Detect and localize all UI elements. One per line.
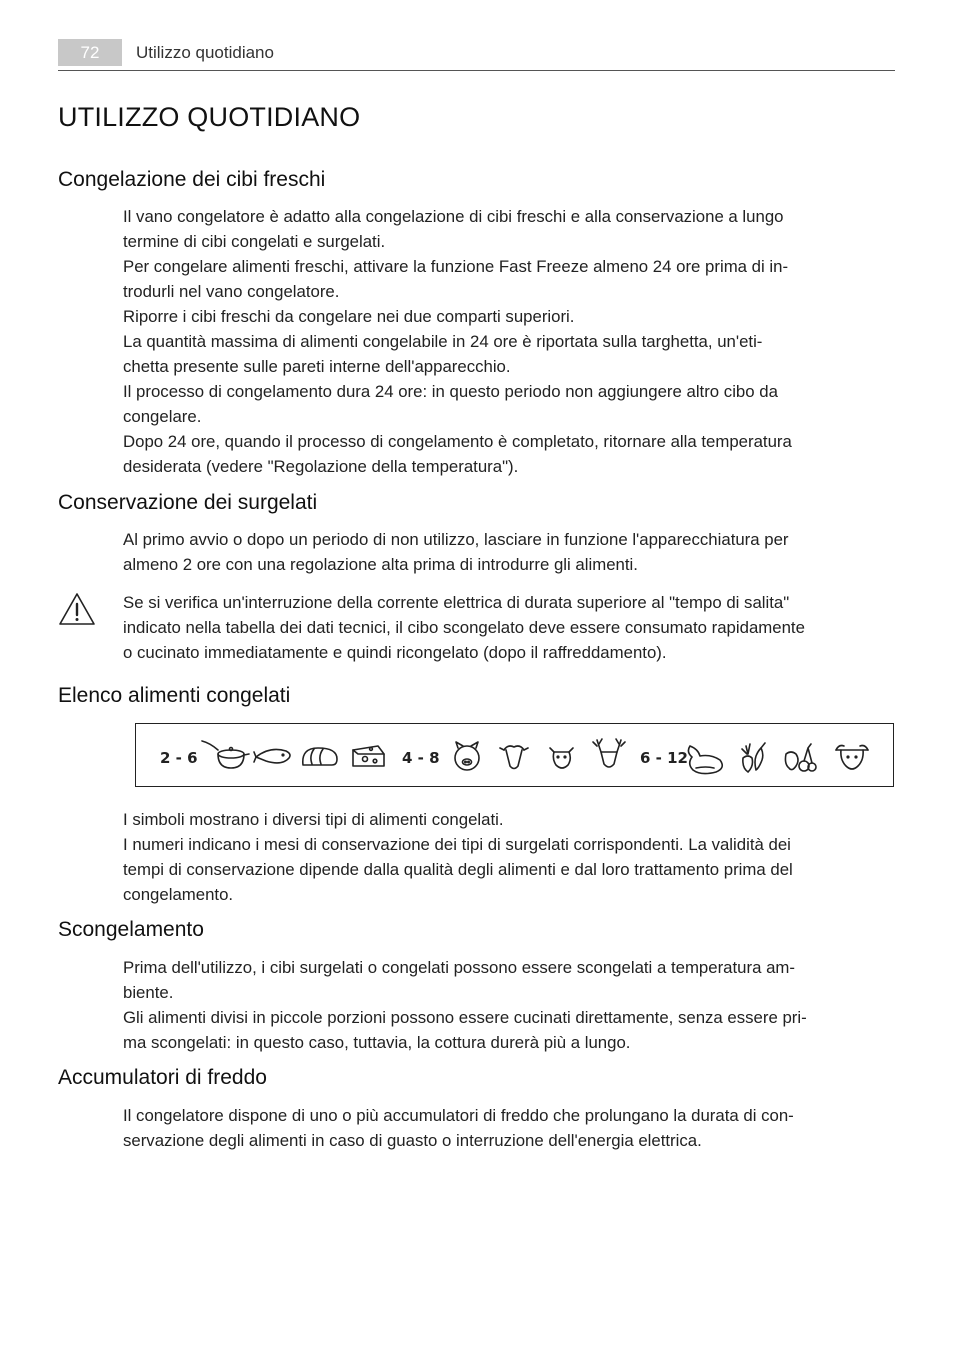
header-divider [58,70,895,71]
page-header [58,39,895,71]
text-line: I simboli mostrano i diversi tipi di alimenti congelati. [123,810,504,829]
text-line: o cucinato immediatamente e quindi ricongelato (dopo il raffreddamento). [123,643,667,662]
section-body-elenco [123,807,898,907]
poultry-icon [688,746,722,774]
beef-icon [836,746,868,770]
text-line: biente. [123,983,174,1002]
section-heading-elenco: Elenco alimenti congelati [58,684,291,707]
text-line: almeno 2 ore con una regolazione alta prima di introdurre gli alimenti. [123,555,638,574]
text-line: servazione degli alimenti in caso di guasto o interruzione dell'energia elettrica. [123,1131,702,1150]
storage-months-label: 4 - 8 [402,749,440,767]
section-heading-scongelamento: Scongelamento [58,918,204,941]
text-line: termine di cibi congelati e surgelati. [123,232,386,251]
text-line: I numeri indicano i mesi di conservazione dei tipi di surgelati corrispondenti. La validità dei [123,835,791,854]
section-body-conservazione [123,527,898,577]
text-line: tempi di conservazione dipende dalla qualità degli alimenti e dal loro trattamento prima del [123,860,793,879]
text-line: congelare. [123,407,202,426]
soup-pot-icon [202,741,249,768]
section-body-accumulatori [123,1103,898,1153]
text-line: chetta presente sulle pareti interne dell'apparecchio. [123,357,511,376]
deer-icon [593,739,625,767]
section-body-congelazione [123,204,898,479]
text-line: Il vano congelatore è adatto alla congelazione di cibi freschi e alla conservazione a lungo [123,207,784,226]
bread-icon [303,748,337,765]
text-line: Al primo avvio o dopo un periodo di non utilizzo, lasciare in funzione l'apparecchiatura per [123,530,789,549]
text-line: Se si verifica un'interruzione della corrente elettrica di durata superiore al "tempo di salita" [123,593,790,612]
text-line: Riporre i cibi freschi da congelare nei due comparti superiori. [123,307,575,326]
storage-months-label: 6 - 12 [640,749,688,767]
fruit-icon [785,744,816,771]
text-line: congelamento. [123,885,234,904]
text-line: Dopo 24 ore, quando il processo di congelamento è completato, ritornare alla temperatura [123,432,792,451]
page-title: UTILIZZO QUOTIDIANO [58,102,361,132]
sheep-icon [500,746,528,769]
text-line: La quantità massima di alimenti congelabile in 24 ore è riportata sulla targhetta, un'eti- [123,332,763,351]
warning-icon [57,591,97,627]
calf-icon [550,748,573,768]
food-symbols-panel [135,723,894,787]
section-heading-accumulatori: Accumulatori di freddo [58,1066,267,1089]
page-number: 72 [58,39,122,66]
header-title: Utilizzo quotidiano [136,43,274,62]
text-line: Il congelatore dispone di uno o più accumulatori di freddo che prolungano la durata di con- [123,1106,794,1125]
text-line: indicato nella tabella dei dati tecnici, il cibo scongelato deve essere consumato rapidamente [123,618,805,637]
pig-icon [455,742,479,770]
text-line: Il processo di congelamento dura 24 ore: in questo periodo non aggiungere altro cibo da [123,382,778,401]
text-line: ma scongelati: in questo caso, tuttavia, la cottura durerà più a lungo. [123,1033,631,1052]
section-body-scongelamento [123,955,898,1055]
storage-months-label: 2 - 6 [160,749,198,767]
section-heading-conservazione: Conservazione dei surgelati [58,491,318,514]
text-line: Gli alimenti divisi in piccole porzioni possono essere cucinati direttamente, senza essere pri- [123,1008,807,1027]
cheese-icon [353,746,384,766]
text-line: Per congelare alimenti freschi, attivare la funzione Fast Freeze almeno 24 ore prima di in- [123,257,789,276]
section-heading-congelazione: Congelazione dei cibi freschi [58,168,326,191]
text-line: Prima dell'utilizzo, i cibi surgelati o congelati possono essere scongelati a temperatura am- [123,958,795,977]
text-line: desiderata (vedere "Regolazione della temperatura"). [123,457,519,476]
warning-text [123,590,898,665]
vegetables-icon [742,743,765,772]
text-line: trodurli nel vano congelatore. [123,282,340,301]
fish-icon [254,749,290,762]
